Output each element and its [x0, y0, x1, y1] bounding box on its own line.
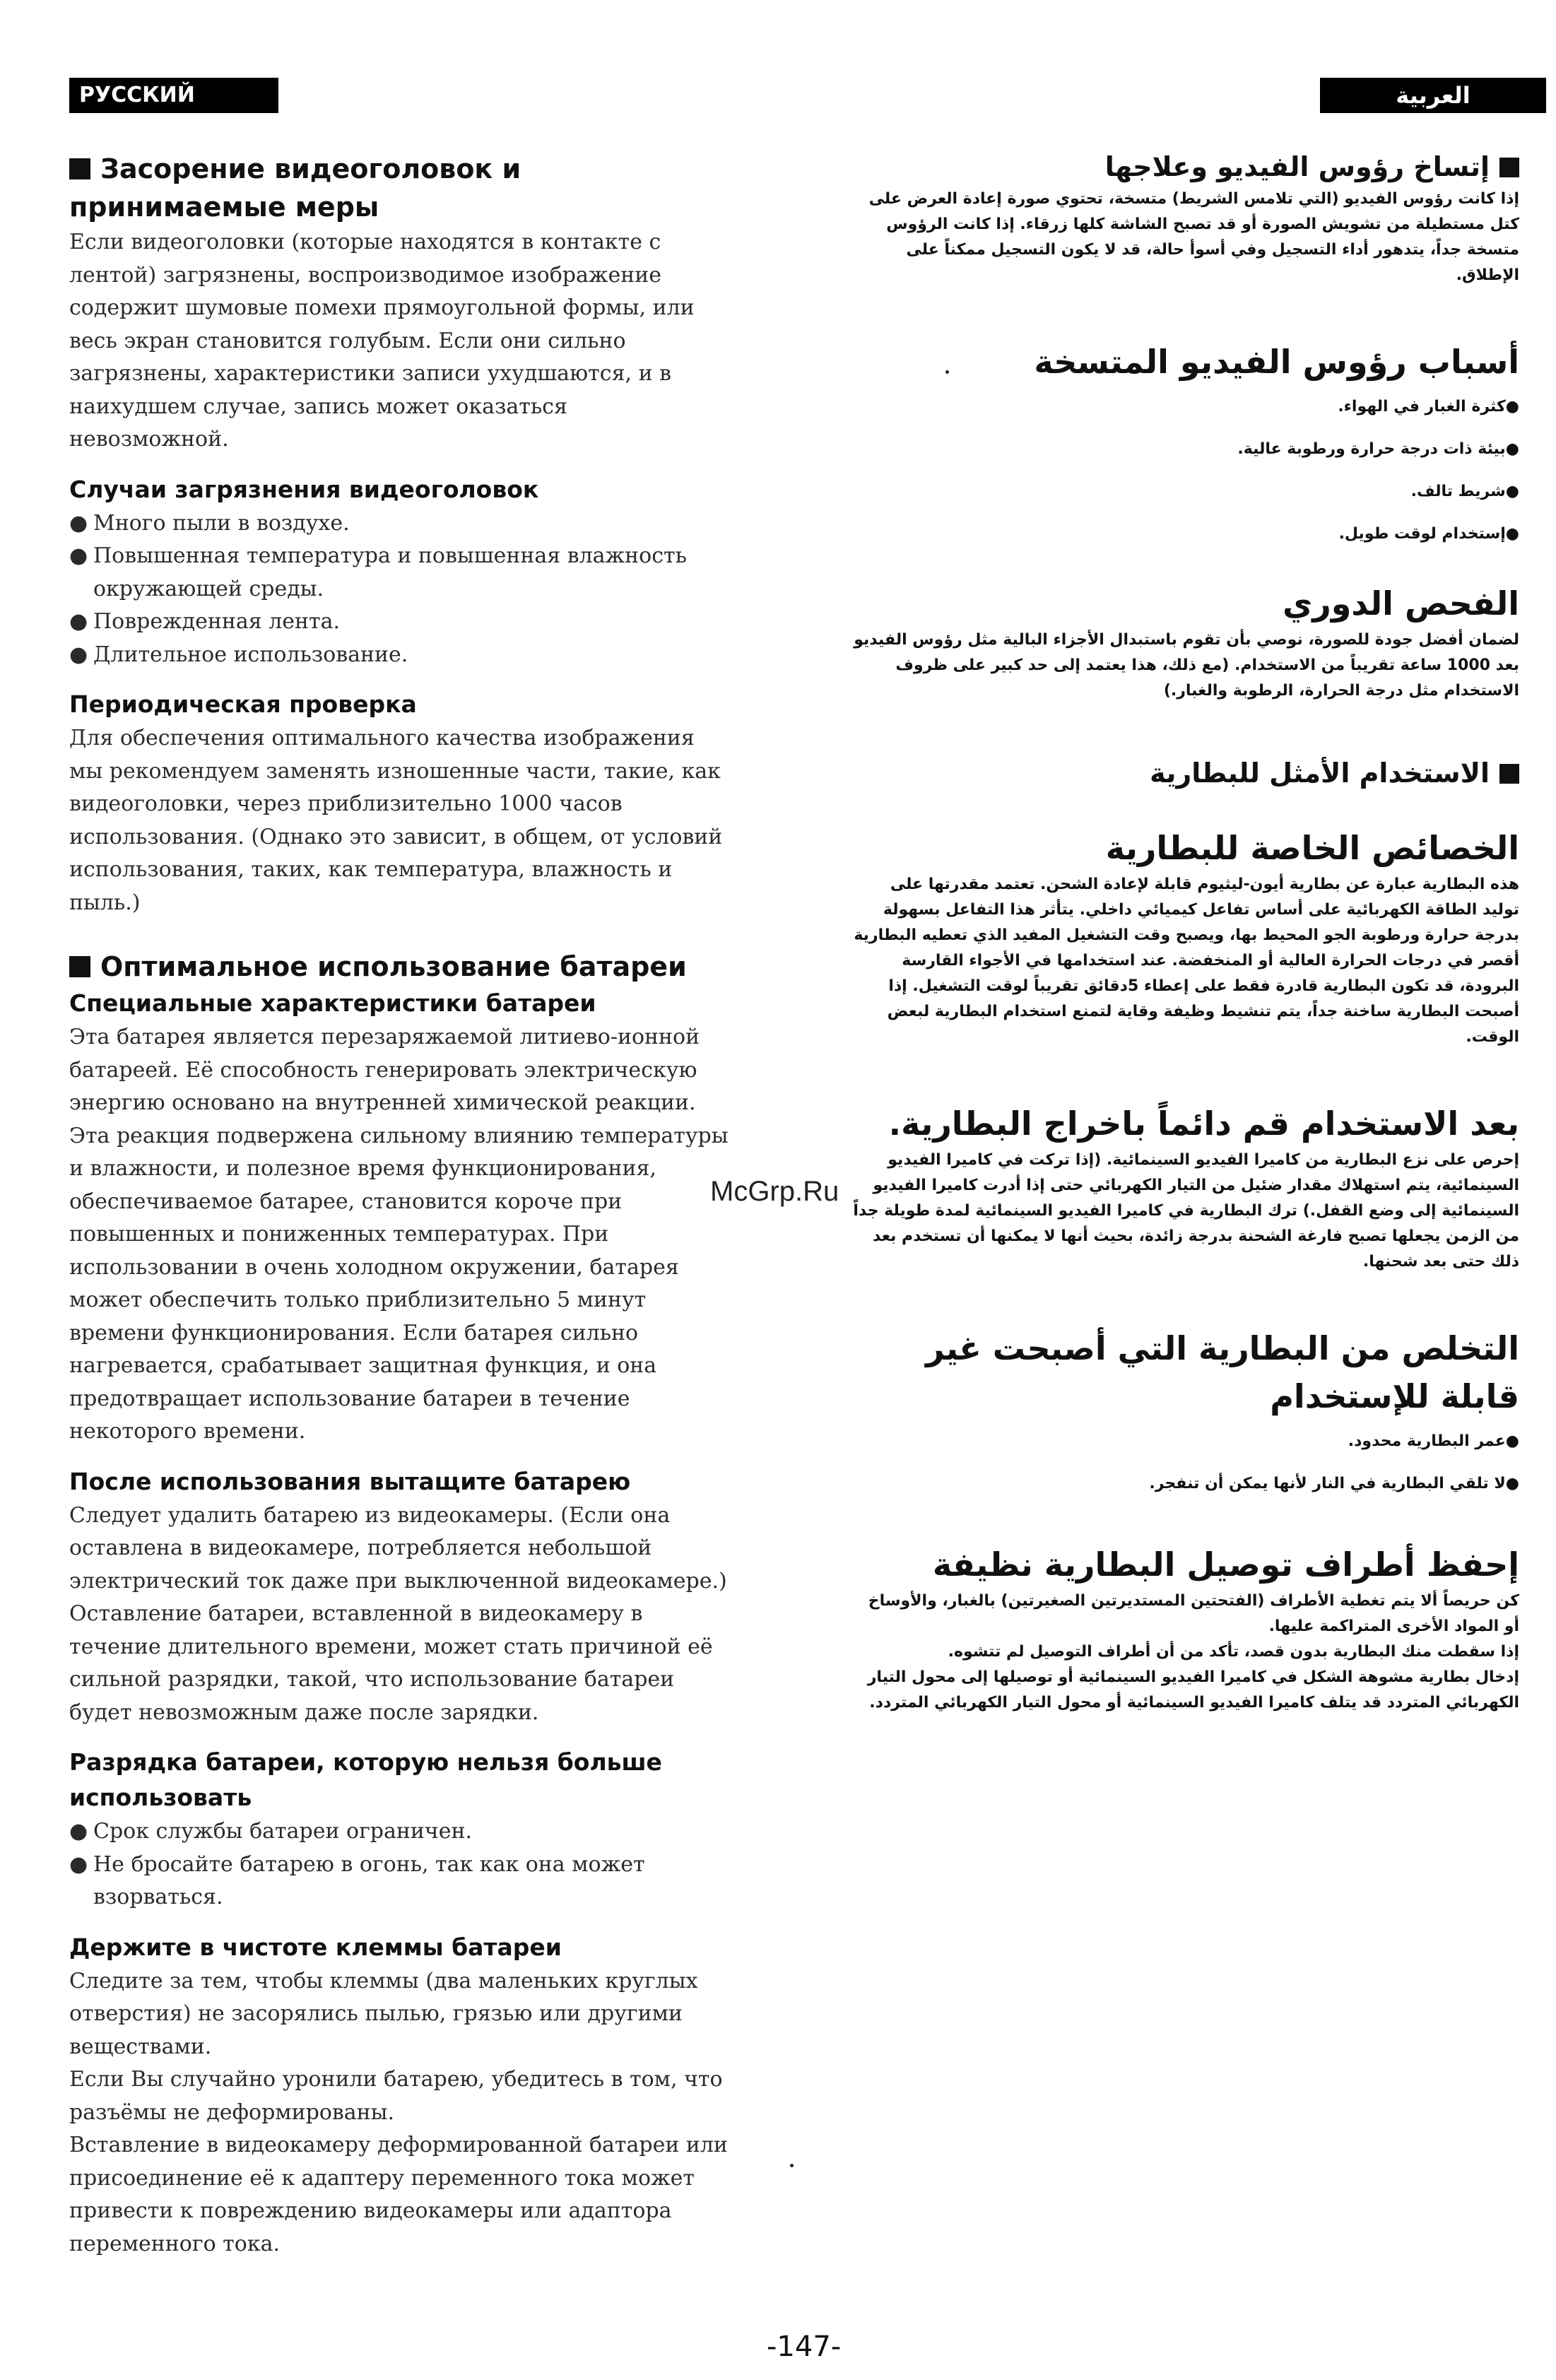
language-badge-arabic: العربية	[1320, 78, 1546, 113]
list-item: ● Не бросайте батарею в огонь, так как она может взорваться.	[69, 1849, 733, 1914]
ru-remove-battery-text: Следует удалить батарею из видеокамеры. (Если она оставлена в видеокамере, потребляется небольшой электрический ток даже при выключенной видеокамере.) Оставление батареи, вставленной в видеокамеру в течение длительного времени, может стать причиной её сильной разрядки, такой, что использование батареи будет невозможным даже после зарядки.	[69, 1502, 727, 1725]
bullet-dot-icon: ●	[69, 543, 88, 568]
square-bullet-icon	[1499, 764, 1519, 784]
list-item: ● Поврежденная лента.	[69, 606, 733, 639]
list-item: ● Повышенная температура и повышенная влажность окружающей среды.	[69, 540, 733, 606]
list-item: ●كثرة الغبار في الهواء.	[1338, 398, 1519, 416]
ar-terminals-text-3: إدخال بطارية مشوهة الشكل في كاميرا الفيديو السينمائية أو توصيلها إلى محول التيار الكهربائي المتردد قد يتلف كاميرا الفيديو السينمائية أو محول التيار الكهربائي المتردد.	[867, 1668, 1519, 1712]
bullet-dot-icon: ●	[1505, 1432, 1519, 1450]
bullet-dot-icon: ●	[1505, 440, 1519, 458]
bullet-dot-icon: ●	[69, 609, 88, 634]
ar-section-heads-title: إتساخ رؤوس الفيديو وعلاجها	[849, 147, 1519, 187]
ru-terminals-title: Держите в чистоте клеммы батареи	[69, 1933, 562, 1961]
watermark-text: McGrp.Ru	[710, 1176, 839, 1207]
ar-section-battery-title: الاستخدام الأمثل للبطارية	[849, 753, 1519, 793]
language-badge-russian: РУССКИЙ ЯЗЫК	[69, 78, 278, 113]
ru-terminals-text-3: Вставление в видеокамеру деформированной батареи или присоединение её к адаптеру переменного тока может привести к повреждению видеокамеры или адаптора переменного тока.	[69, 2133, 728, 2256]
list-item: ●لا تلقي البطارية في النار لأنها يمكن أن تنفجر.	[1149, 1475, 1519, 1492]
ar-terminals-text-1: كن حريصاً ألا يتم تغطية الأطراف (الفتحتين المستديرتين الصغيرتين) بالغبار، والأوساخ أو المواد الأخرى المتراكمة عليها.	[868, 1592, 1519, 1635]
print-speck	[945, 370, 949, 374]
ar-heads-intro: إذا كانت رؤوس الفيديو (التي تلامس الشريط) متسخة، تحتوي صورة إعادة العرض على كتل مستطيلة من تشويش الصورة أو قد تصبح الشاشة كلها زرقاء. إذا كانت الرؤوس متسخة جداً، يتدهور أداء التسجيل وفي أسوأ حالة، قد لا يكون التسجيل ممكناً على الإطلاق.	[868, 190, 1519, 284]
bullet-dot-icon: ●	[1505, 1475, 1519, 1492]
ar-remove-battery-title: بعد الاستخدام قم دائماً باخراج البطارية.	[888, 1104, 1519, 1143]
bullet-dot-icon: ●	[69, 1851, 88, 1877]
ru-terminals-text-2: Если Вы случайно уронили батарею, убедитесь в том, что разъёмы не деформированы.	[69, 2067, 723, 2125]
print-speck	[790, 2164, 794, 2167]
list-item: ●شريط تالف.	[1410, 483, 1519, 500]
ru-periodic-check-text: Для обеспечения оптимального качества изображения мы рекомендуем заменять изношенные части, такие, как видеоголовки, через приблизительно 1000 часов использования. (Однако это зависит, в общем, от условий использования, таких, как температура, влажность и пыль.)	[69, 726, 723, 915]
list-item: ● Длительное использование.	[69, 639, 733, 672]
ru-periodic-check-title: Периодическая проверка	[69, 690, 417, 718]
ar-heads-causes-title: أسباب رؤوس الفيديو المتسخة	[1034, 343, 1519, 381]
list-item: ● Срок службы батареи ограничен.	[69, 1815, 733, 1849]
square-bullet-icon	[69, 158, 90, 179]
square-bullet-icon	[1499, 158, 1519, 177]
ru-battery-specs-text: Эта батарея является перезаряжаемой литиево-ионной батареей. Её способность генерировать электрическую энергию основано на внутренней химической реакции. Эта реакция подвержена сильному влиянию температуры и влажности, и полезное время функционирования, обеспечиваемое батарее, становится короче при повышенных и пониженных температурах. При использовании в очень холодном окружении, батарея может обеспечить только приблизительно 5 минут времени функционирования. Если батарея сильно нагревается, срабатывает защитная функция, и она предотвращает использование батареи в течение некоторого времени.	[69, 1025, 729, 1444]
ar-dead-battery-title: التخلص من البطارية التي أصبحت غير قابلة للإستخدام	[925, 1329, 1519, 1415]
arabic-column	[849, 147, 1519, 1716]
list-item: ● Много пыли в воздухе.	[69, 507, 733, 541]
list-item: ●بيئة ذات درجة حرارة ورطوبة عالية.	[1237, 440, 1519, 458]
page-number: -147-	[767, 2331, 842, 2363]
list-item: ●إستخدام لوقت طويل.	[1338, 525, 1519, 543]
ru-remove-battery-title: После использования вытащите батарею	[69, 1467, 631, 1495]
ru-terminals-text-1: Следите за тем, чтобы клеммы (два маленьких круглых отверстия) не засорялись пылью, грязью или другими веществами.	[69, 1968, 698, 2059]
ru-heads-intro: Если видеоголовки (которые находятся в контакте с лентой) загрязнены, воспроизводимое изображение содержит шумовые помехи прямоугольной формы, или весь экран становится голубым. Если они сильно загрязнены, характеристики записи ухудшаются, и в наихудшем случае, запись может оказаться невозможной.	[69, 230, 695, 452]
ru-dead-battery-title: Разрядка батареи, которую нельзя больше использовать	[69, 1748, 662, 1811]
list-item: ●عمر البطارية محدود.	[1348, 1432, 1519, 1450]
bullet-dot-icon: ●	[69, 1819, 88, 1844]
ar-periodic-check-text: لضمان أفضل جودة للصورة، نوصي بأن تقوم باستبدال الأجزاء البالية مثل رؤوس الفيديو بعد 1000 ساعة تقريباً من الاستخدام. (مع ذلك، هذا يعتمد إلى حد كبير على ظروف الاستخدام مثل درجة الحرارة، الرطوبة والغبار.)	[854, 631, 1519, 700]
bullet-dot-icon: ●	[1505, 398, 1519, 416]
ar-remove-battery-text: إحرص على نزع البطارية من كاميرا الفيديو السينمائية. (إذا تركت في كاميرا الفيديو السينمائية، يتم استهلاك مقدار ضئيل من التيار الكهربائي حتى إذا أدرت كاميرا الفيديو السينمائية إلى وضع القفل.) ترك البطارية في كاميرا الفيديو السينمائية لمدة طويلة جداً من الزمن يجعلها تصبح فارغة الشحنة بدرجة زائدة، بحيث أنها لا يمكنها أن تستخدم بعد ذلك حتى بعد شحنها.	[853, 1151, 1519, 1271]
ar-terminals-text-2: إذا سقطت منك البطارية بدون قصد، تأكد من أن أطراف التوصيل لم تتشوه.	[948, 1643, 1519, 1661]
bullet-dot-icon: ●	[1505, 483, 1519, 500]
bullet-dot-icon: ●	[1505, 525, 1519, 543]
ru-battery-specs-title: Специальные характеристики батареи	[69, 989, 596, 1017]
ar-terminals-title: إحفظ أطراف توصيل البطارية نظيفة	[932, 1545, 1519, 1584]
ar-battery-specs-title: الخصائص الخاصة للبطارية	[1105, 829, 1519, 867]
ru-section-heads-title: Засорение видеоголовок и принимаемые меры	[69, 153, 521, 223]
ru-section-battery-title: Оптимальное использование батареи	[69, 948, 733, 986]
bullet-dot-icon: ●	[69, 642, 88, 667]
ru-heads-causes-title: Случаи загрязнения видеоголовок	[69, 475, 539, 503]
ar-periodic-check-title: الفحص الدوري	[1283, 584, 1519, 623]
bullet-dot-icon: ●	[69, 510, 88, 536]
ar-battery-specs-text: هذه البطارية عبارة عن بطارية أيون-ليثيوم قابلة لإعادة الشحن. تعتمد مقدرتها على توليد الطاقة الكهربائية على أساس تفاعل كيميائي داخلي. يتأثر هذا التفاعل بسهولة بدرجة حرارة ورطوبة الجو المحيط بها، ويصبح وقت التشغيل المفيد الذي تعطيه البطارية أقصر في درجات الحرارة العالية أو المنخفضة. عند استخدامها في الأجواء القارسة البرودة، قد تكون البطارية قادرة فقط على إعطاء 5دقائق تقريباً لوقت التشغيل. إذا أصبحت البطارية ساخنة جداً، يتم تنشيط وظيفة وقاية لتمنع استخدام البطارية لبعض الوقت.	[854, 876, 1519, 1046]
russian-column	[69, 150, 733, 2261]
square-bullet-icon	[69, 956, 90, 977]
